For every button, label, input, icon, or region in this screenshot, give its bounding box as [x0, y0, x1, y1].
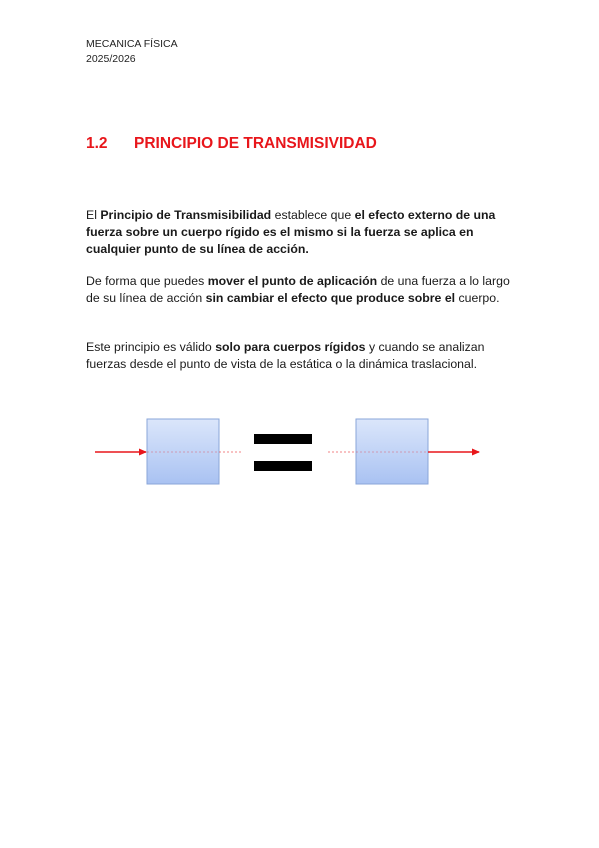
diagram-svg [90, 410, 490, 490]
paragraph-explanation [86, 273, 516, 307]
text-run: El [86, 208, 101, 222]
section-title: PRINCIPIO DE TRANSMISIVIDAD [134, 135, 377, 152]
text-run: y cuando se analizan fuerzas desde el punto de vista de la estática o la dinámica traslacional. [86, 340, 485, 371]
academic-year: 2025/2026 [86, 53, 136, 65]
section-number: 1.2 [86, 135, 108, 152]
text-run: Este principio es válido [86, 340, 216, 354]
bold-run: Principio de Transmisibilidad [100, 208, 272, 222]
bold-run: mover el punto de aplicación [207, 274, 378, 288]
rigid-body-left [147, 419, 219, 484]
paragraph-validity [86, 339, 516, 373]
course-name: MECANICA FÍSICA [86, 38, 178, 50]
bold-run: sin cambiar el efecto que produce sobre el [205, 291, 456, 305]
paragraph-definition [86, 207, 516, 258]
rigid-body-right [356, 419, 428, 484]
equals-sign [254, 434, 312, 471]
bold-run: solo para cuerpos rígidos [215, 340, 366, 354]
text-run: cuerpo. [455, 291, 500, 305]
transmissibility-diagram [90, 410, 490, 495]
section-heading [86, 135, 377, 153]
text-run: De forma que puedes [86, 274, 208, 288]
bold-run: el efecto externo de una fuerza sobre un cuerpo rígido es el mismo si la fuerza se aplica en cualquier punto de su línea de acción. [86, 208, 496, 256]
text-run: de una fuerza a lo largo de su línea de acción [86, 274, 510, 305]
page-header [86, 37, 178, 67]
text-run: establece que [271, 208, 355, 222]
